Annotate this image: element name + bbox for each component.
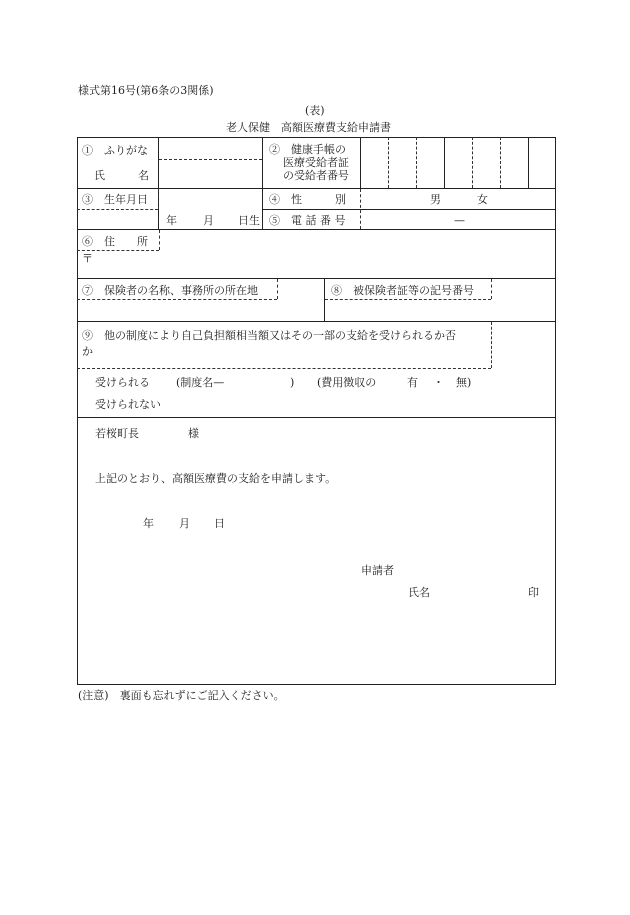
system-name-close: ) bbox=[290, 376, 295, 389]
seal-mark: 印 bbox=[528, 586, 539, 599]
question-underline bbox=[77, 368, 491, 369]
application-statement: 上記のとおり、高額医療費の支給を申請します。 bbox=[95, 472, 337, 485]
receivable-option[interactable]: 受けられる bbox=[95, 376, 150, 389]
birth-date-label: ③ 生年月日 bbox=[82, 193, 148, 206]
not-receivable-option[interactable]: 受けられない bbox=[95, 398, 161, 411]
sex-female-option[interactable]: 女 bbox=[477, 193, 488, 206]
form-number: 様式第16号(第6条の3関係) bbox=[78, 84, 214, 97]
insurer-number-label-3: の受給者番号 bbox=[283, 169, 349, 182]
mid-column-divider bbox=[262, 137, 263, 229]
birth-year-unit: 年 bbox=[166, 214, 177, 227]
number-grid-mid bbox=[444, 137, 445, 188]
question-side bbox=[491, 322, 492, 368]
fee-collection-label: (費用徴収の bbox=[317, 376, 377, 389]
address-label-underline bbox=[77, 250, 159, 251]
system-name-label: (制度名— bbox=[176, 376, 225, 389]
fee-yes-option[interactable]: 有 bbox=[407, 376, 418, 389]
fee-separator: ・ bbox=[433, 376, 444, 389]
phone-label: ⑤ 電 話 番 号 bbox=[269, 214, 346, 227]
number-grid-dash-4 bbox=[500, 137, 501, 188]
birth-label-side bbox=[158, 189, 159, 209]
number-grid-right bbox=[528, 137, 529, 188]
insurer-name-label: ⑦ 保険者の名称、事務所の所在地 bbox=[82, 284, 258, 297]
footer-note: (注意) 裏面も忘れずにご記入ください。 bbox=[78, 689, 285, 702]
birth-label-underline bbox=[77, 209, 158, 210]
furigana-label: ① ふりがな bbox=[82, 144, 148, 157]
insurer-label-underline bbox=[77, 299, 277, 300]
fee-no-option[interactable]: 無) bbox=[456, 376, 472, 389]
row-divider-4 bbox=[77, 321, 556, 322]
birth-month-unit: 月 bbox=[203, 214, 214, 227]
date-day-unit: 日 bbox=[214, 517, 225, 530]
addressee: 若桜町長 bbox=[95, 427, 139, 440]
insurer-number-label-1: ② 健康手帳の bbox=[269, 143, 346, 156]
insurer-label-side bbox=[277, 279, 278, 299]
date-month-unit: 月 bbox=[179, 517, 190, 530]
phone-separator: — bbox=[454, 214, 465, 227]
number-grid-dash-3 bbox=[472, 137, 473, 188]
furigana-divider bbox=[159, 159, 262, 160]
sex-male-option[interactable]: 男 bbox=[430, 193, 441, 206]
insurer-number-label-2: 医療受給者証 bbox=[283, 156, 349, 169]
row-divider-5 bbox=[77, 417, 556, 418]
insured-label-side bbox=[491, 279, 492, 299]
row-divider-2 bbox=[77, 229, 556, 230]
birth-day-unit: 日生 bbox=[238, 214, 260, 227]
number-grid-dash-2 bbox=[416, 137, 417, 188]
address-label: ⑥ 住 所 bbox=[82, 235, 148, 248]
postal-mark: 〒 bbox=[82, 252, 93, 265]
number-grid-dash-1 bbox=[388, 137, 389, 188]
applicant-label: 申請者 bbox=[361, 564, 394, 577]
insured-number-label: ⑧ 被保険者証等の記号番号 bbox=[331, 284, 474, 297]
other-system-question-2: か bbox=[82, 345, 93, 358]
date-year-unit: 年 bbox=[143, 517, 154, 530]
honorific: 様 bbox=[188, 427, 199, 440]
other-system-question-1: ⑨ 他の制度により自己負担額相当額又はその一部の支給を受けられるか否 bbox=[82, 329, 456, 342]
row-divider-3 bbox=[77, 278, 556, 279]
form-title: 老人保健 高額医療費支給申請書 bbox=[226, 121, 391, 134]
label-column-divider bbox=[158, 137, 159, 229]
name-label: 氏 名 bbox=[94, 169, 149, 182]
sex-phone-label-side bbox=[360, 189, 361, 229]
insured-label-underline bbox=[325, 299, 491, 300]
form-side-label: (表) bbox=[305, 104, 325, 117]
row-divider-1 bbox=[77, 188, 556, 189]
applicant-name-label: 氏名 bbox=[408, 586, 430, 599]
sex-phone-divider bbox=[262, 209, 556, 210]
sex-label: ④ 性 別 bbox=[269, 193, 346, 206]
number-grid-left bbox=[360, 137, 361, 188]
address-label-side bbox=[159, 230, 160, 250]
